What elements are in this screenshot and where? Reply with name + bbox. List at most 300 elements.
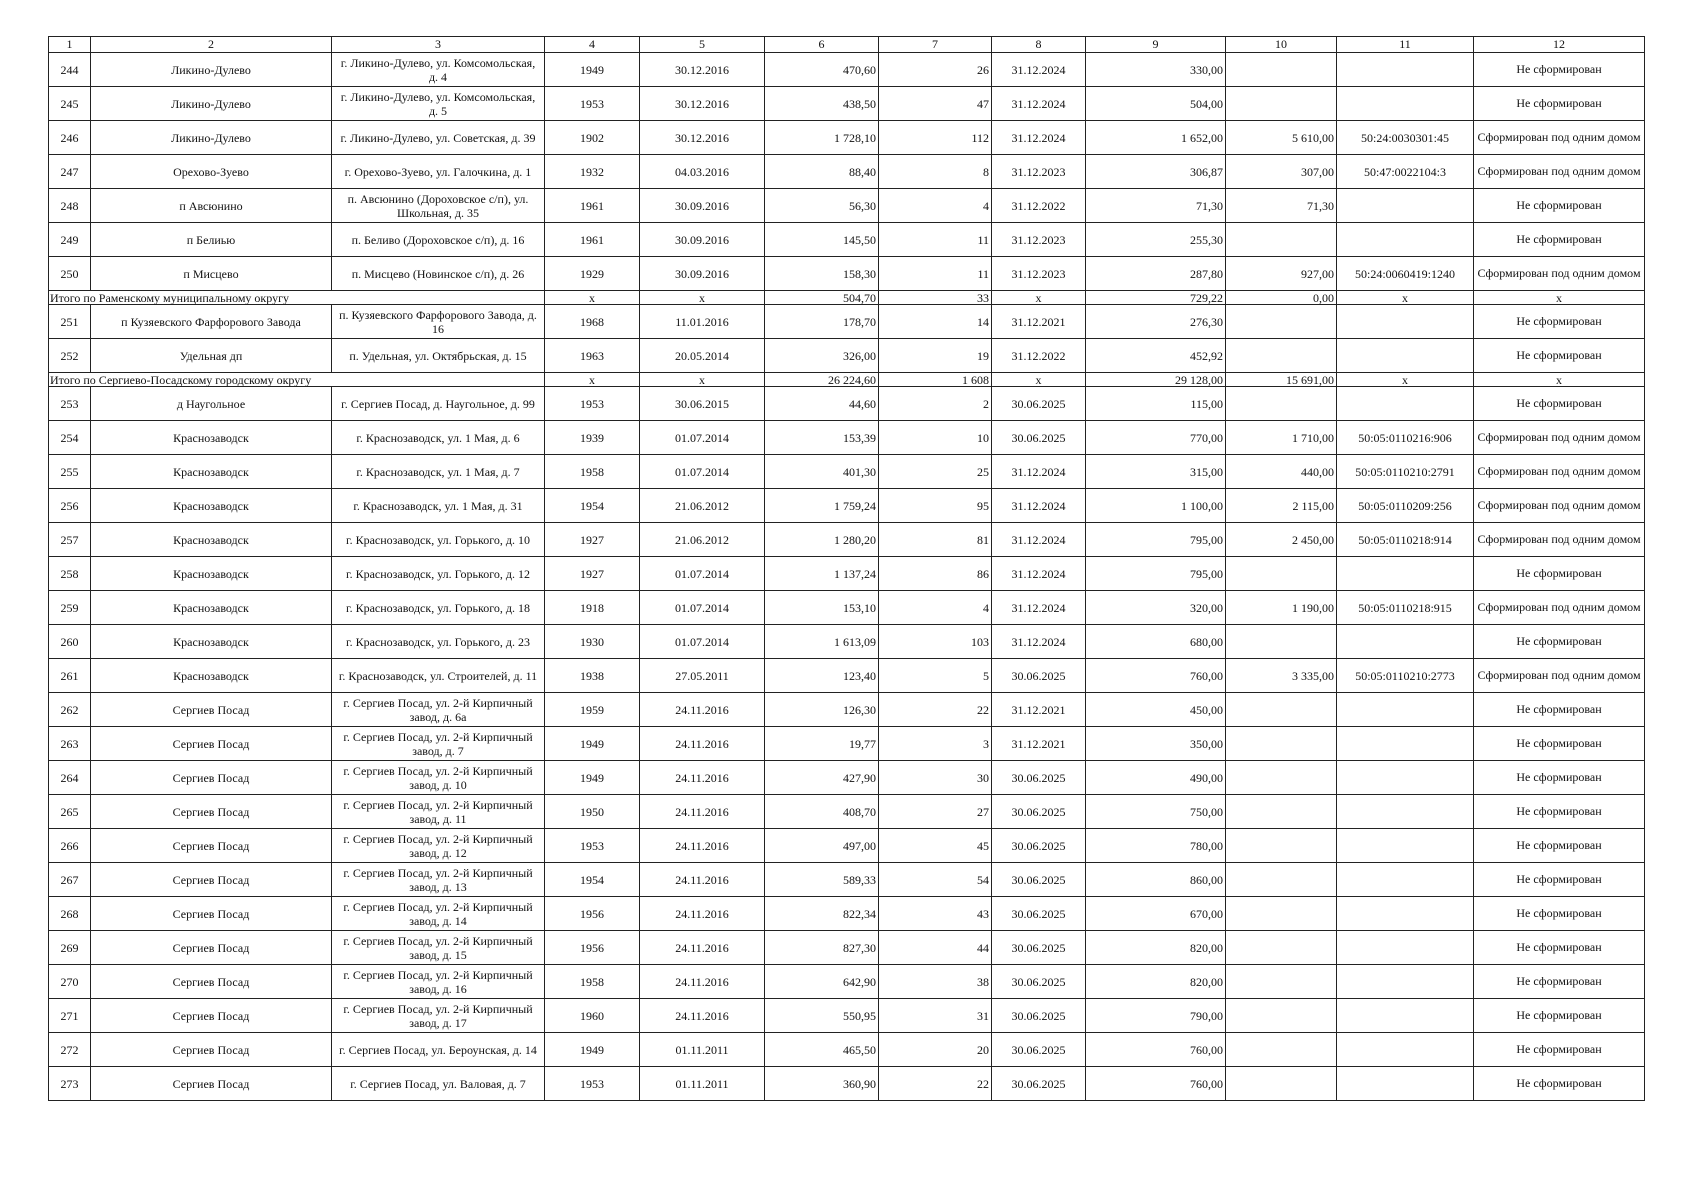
area: 360,90 [765, 1067, 879, 1101]
settlement-name: Сергиев Посад [91, 863, 332, 897]
resettlement-deadline: 31.12.2023 [992, 155, 1086, 189]
resettlement-deadline: 30.06.2025 [992, 829, 1086, 863]
recognition-date: 21.06.2012 [640, 489, 765, 523]
recognition-date: 24.11.2016 [640, 931, 765, 965]
resettlement-deadline: 30.06.2025 [992, 897, 1086, 931]
address: г. Сергиев Посад, ул. 2-й Кирпичный завод, д. 7 [332, 727, 545, 761]
address: г. Сергиев Посад, ул. 2-й Кирпичный завод, д. 6а [332, 693, 545, 727]
build-year: 1927 [545, 523, 640, 557]
area: 550,95 [765, 999, 879, 1033]
area: 401,30 [765, 455, 879, 489]
settlement-name: Сергиев Посад [91, 829, 332, 863]
build-year: 1958 [545, 455, 640, 489]
recognition-date: 30.09.2016 [640, 223, 765, 257]
total-column-10: 15 691,00 [1226, 373, 1337, 387]
settlement-name: Ликино-Дулево [91, 53, 332, 87]
row-number: 264 [49, 761, 91, 795]
column-10-value [1226, 53, 1337, 87]
build-year: 1968 [545, 305, 640, 339]
column-number: 6 [765, 37, 879, 53]
address: г. Краснозаводск, ул. Строителей, д. 11 [332, 659, 545, 693]
residents-count: 3 [879, 727, 992, 761]
table-row [49, 523, 1645, 557]
table-row [49, 625, 1645, 659]
settlement-name: д Наугольное [91, 387, 332, 421]
row-number: 262 [49, 693, 91, 727]
residents-count: 8 [879, 155, 992, 189]
recognition-date: 24.11.2016 [640, 761, 765, 795]
table-row [49, 155, 1645, 189]
resettlement-deadline: 31.12.2023 [992, 257, 1086, 291]
total-column-9: 29 128,00 [1086, 373, 1226, 387]
settlement-name: Ликино-Дулево [91, 121, 332, 155]
build-year: 1954 [545, 489, 640, 523]
table-row [49, 659, 1645, 693]
residents-count: 20 [879, 1033, 992, 1067]
column-9-value: 71,30 [1086, 189, 1226, 223]
resettlement-deadline: 31.12.2023 [992, 223, 1086, 257]
resettlement-deadline: 31.12.2021 [992, 305, 1086, 339]
total-year: x [545, 373, 640, 387]
area: 1 280,20 [765, 523, 879, 557]
residents-count: 14 [879, 305, 992, 339]
resettlement-deadline: 31.12.2024 [992, 121, 1086, 155]
land-plot-status: Не сформирован [1474, 1067, 1645, 1101]
address: г. Краснозаводск, ул. 1 Мая, д. 7 [332, 455, 545, 489]
column-10-value [1226, 87, 1337, 121]
column-9-value: 780,00 [1086, 829, 1226, 863]
build-year: 1959 [545, 693, 640, 727]
settlement-name: Сергиев Посад [91, 761, 332, 795]
total-deadline: x [992, 291, 1086, 305]
cadastral-number [1337, 339, 1474, 373]
settlement-name: Сергиев Посад [91, 999, 332, 1033]
row-number: 246 [49, 121, 91, 155]
land-plot-status: Сформирован под одним домом [1474, 121, 1645, 155]
settlement-name: п Мисцево [91, 257, 332, 291]
cadastral-number [1337, 1067, 1474, 1101]
settlement-name: Краснозаводск [91, 591, 332, 625]
cadastral-number [1337, 965, 1474, 999]
address: г. Сергиев Посад, ул. 2-й Кирпичный завод, д. 16 [332, 965, 545, 999]
column-9-value: 760,00 [1086, 659, 1226, 693]
land-plot-status: Не сформирован [1474, 189, 1645, 223]
residents-count: 81 [879, 523, 992, 557]
cadastral-number [1337, 1033, 1474, 1067]
column-number: 9 [1086, 37, 1226, 53]
total-column-10: 0,00 [1226, 291, 1337, 305]
recognition-date: 24.11.2016 [640, 999, 765, 1033]
build-year: 1918 [545, 591, 640, 625]
table-row [49, 121, 1645, 155]
column-9-value: 820,00 [1086, 931, 1226, 965]
land-plot-status: Сформирован под одним домом [1474, 421, 1645, 455]
address: г. Краснозаводск, ул. Горького, д. 18 [332, 591, 545, 625]
settlement-name: Краснозаводск [91, 557, 332, 591]
table-row [49, 761, 1645, 795]
recognition-date: 30.12.2016 [640, 53, 765, 87]
cadastral-number [1337, 557, 1474, 591]
address: г. Краснозаводск, ул. 1 Мая, д. 6 [332, 421, 545, 455]
address: г. Краснозаводск, ул. Горького, д. 23 [332, 625, 545, 659]
row-number: 266 [49, 829, 91, 863]
area: 470,60 [765, 53, 879, 87]
column-9-value: 306,87 [1086, 155, 1226, 189]
column-10-value [1226, 727, 1337, 761]
resettlement-deadline: 30.06.2025 [992, 999, 1086, 1033]
build-year: 1956 [545, 931, 640, 965]
area: 1 137,24 [765, 557, 879, 591]
row-number: 255 [49, 455, 91, 489]
total-residents: 33 [879, 291, 992, 305]
table-row [49, 339, 1645, 373]
column-10-value: 71,30 [1226, 189, 1337, 223]
residents-count: 112 [879, 121, 992, 155]
settlement-name: Сергиев Посад [91, 693, 332, 727]
row-number: 273 [49, 1067, 91, 1101]
recognition-date: 30.06.2015 [640, 387, 765, 421]
column-9-value: 276,30 [1086, 305, 1226, 339]
column-number: 7 [879, 37, 992, 53]
area: 822,34 [765, 897, 879, 931]
residents-count: 25 [879, 455, 992, 489]
column-10-value [1226, 223, 1337, 257]
cadastral-number: 50:05:0110210:2773 [1337, 659, 1474, 693]
address: г. Сергиев Посад, ул. Валовая, д. 7 [332, 1067, 545, 1101]
column-10-value [1226, 829, 1337, 863]
build-year: 1954 [545, 863, 640, 897]
column-number: 4 [545, 37, 640, 53]
recognition-date: 24.11.2016 [640, 727, 765, 761]
column-10-value [1226, 693, 1337, 727]
resettlement-deadline: 31.12.2024 [992, 87, 1086, 121]
column-9-value: 670,00 [1086, 897, 1226, 931]
row-number: 244 [49, 53, 91, 87]
land-plot-status: Сформирован под одним домом [1474, 659, 1645, 693]
area: 438,50 [765, 87, 879, 121]
residents-count: 45 [879, 829, 992, 863]
land-plot-status: Не сформирован [1474, 87, 1645, 121]
land-plot-status: Не сформирован [1474, 223, 1645, 257]
column-number: 10 [1226, 37, 1337, 53]
settlement-name: Удельная дп [91, 339, 332, 373]
address: г. Орехово-Зуево, ул. Галочкина, д. 1 [332, 155, 545, 189]
area: 642,90 [765, 965, 879, 999]
recognition-date: 01.11.2011 [640, 1067, 765, 1101]
residents-count: 86 [879, 557, 992, 591]
address: г. Сергиев Посад, ул. 2-й Кирпичный завод, д. 15 [332, 931, 545, 965]
row-number: 265 [49, 795, 91, 829]
total-date: x [640, 373, 765, 387]
total-year: x [545, 291, 640, 305]
build-year: 1902 [545, 121, 640, 155]
build-year: 1950 [545, 795, 640, 829]
column-10-value: 2 450,00 [1226, 523, 1337, 557]
table-row [49, 421, 1645, 455]
column-number: 2 [91, 37, 332, 53]
total-status: x [1474, 373, 1645, 387]
address: п. Мисцево (Новинское с/п), д. 26 [332, 257, 545, 291]
land-plot-status: Не сформирован [1474, 761, 1645, 795]
recognition-date: 27.05.2011 [640, 659, 765, 693]
table-row [49, 189, 1645, 223]
residents-count: 44 [879, 931, 992, 965]
total-row [49, 291, 1645, 305]
recognition-date: 30.12.2016 [640, 87, 765, 121]
settlement-name: Сергиев Посад [91, 1067, 332, 1101]
cadastral-number [1337, 829, 1474, 863]
area: 123,40 [765, 659, 879, 693]
cadastral-number [1337, 727, 1474, 761]
row-number: 258 [49, 557, 91, 591]
residents-count: 2 [879, 387, 992, 421]
resettlement-deadline: 30.06.2025 [992, 931, 1086, 965]
column-9-value: 680,00 [1086, 625, 1226, 659]
row-number: 250 [49, 257, 91, 291]
row-number: 247 [49, 155, 91, 189]
address: г. Сергиев Посад, ул. 2-й Кирпичный завод, д. 10 [332, 761, 545, 795]
build-year: 1949 [545, 1033, 640, 1067]
table-row [49, 305, 1645, 339]
resettlement-deadline: 31.12.2021 [992, 727, 1086, 761]
column-9-value: 795,00 [1086, 523, 1226, 557]
address: г. Краснозаводск, ул. 1 Мая, д. 31 [332, 489, 545, 523]
row-number: 272 [49, 1033, 91, 1067]
column-number: 11 [1337, 37, 1474, 53]
column-10-value [1226, 897, 1337, 931]
residents-count: 95 [879, 489, 992, 523]
area: 178,70 [765, 305, 879, 339]
column-9-value: 320,00 [1086, 591, 1226, 625]
land-plot-status: Не сформирован [1474, 557, 1645, 591]
table-row [49, 87, 1645, 121]
cadastral-number [1337, 931, 1474, 965]
build-year: 1949 [545, 53, 640, 87]
column-10-value [1226, 931, 1337, 965]
total-date: x [640, 291, 765, 305]
total-area: 504,70 [765, 291, 879, 305]
address: г. Краснозаводск, ул. Горького, д. 10 [332, 523, 545, 557]
cadastral-number [1337, 87, 1474, 121]
document-page [48, 36, 1644, 1101]
column-9-value: 115,00 [1086, 387, 1226, 421]
cadastral-number: 50:05:0110216:906 [1337, 421, 1474, 455]
recognition-date: 21.06.2012 [640, 523, 765, 557]
recognition-date: 01.07.2014 [640, 421, 765, 455]
residents-count: 54 [879, 863, 992, 897]
resettlement-deadline: 30.06.2025 [992, 863, 1086, 897]
land-plot-status: Сформирован под одним домом [1474, 455, 1645, 489]
residents-count: 4 [879, 591, 992, 625]
residents-count: 22 [879, 1067, 992, 1101]
column-10-value: 440,00 [1226, 455, 1337, 489]
row-number: 253 [49, 387, 91, 421]
column-9-value: 795,00 [1086, 557, 1226, 591]
address: г. Ликино-Дулево, ул. Советская, д. 39 [332, 121, 545, 155]
cadastral-number [1337, 999, 1474, 1033]
column-10-value [1226, 999, 1337, 1033]
address: г. Ликино-Дулево, ул. Комсомольская, д. 5 [332, 87, 545, 121]
table-row [49, 829, 1645, 863]
resettlement-deadline: 31.12.2024 [992, 489, 1086, 523]
row-number: 271 [49, 999, 91, 1033]
resettlement-deadline: 30.06.2025 [992, 1033, 1086, 1067]
land-plot-status: Не сформирован [1474, 999, 1645, 1033]
land-plot-status: Сформирован под одним домом [1474, 591, 1645, 625]
column-10-value [1226, 795, 1337, 829]
cadastral-number [1337, 897, 1474, 931]
settlement-name: Краснозаводск [91, 421, 332, 455]
table-row [49, 897, 1645, 931]
area: 56,30 [765, 189, 879, 223]
build-year: 1930 [545, 625, 640, 659]
column-10-value [1226, 305, 1337, 339]
column-9-value: 860,00 [1086, 863, 1226, 897]
resettlement-deadline: 31.12.2024 [992, 455, 1086, 489]
land-plot-status: Не сформирован [1474, 795, 1645, 829]
cadastral-number [1337, 693, 1474, 727]
row-number: 252 [49, 339, 91, 373]
area: 88,40 [765, 155, 879, 189]
total-row [49, 373, 1645, 387]
column-10-value [1226, 1033, 1337, 1067]
recognition-date: 24.11.2016 [640, 693, 765, 727]
recognition-date: 01.07.2014 [640, 625, 765, 659]
table-row [49, 257, 1645, 291]
column-10-value [1226, 387, 1337, 421]
settlement-name: Ликино-Дулево [91, 87, 332, 121]
settlement-name: Сергиев Посад [91, 1033, 332, 1067]
column-10-value: 927,00 [1226, 257, 1337, 291]
column-9-value: 450,00 [1086, 693, 1226, 727]
settlement-name: п Белиью [91, 223, 332, 257]
column-9-value: 287,80 [1086, 257, 1226, 291]
settlement-name: Краснозаводск [91, 489, 332, 523]
table-row [49, 591, 1645, 625]
land-plot-status: Сформирован под одним домом [1474, 489, 1645, 523]
build-year: 1938 [545, 659, 640, 693]
land-plot-status: Не сформирован [1474, 965, 1645, 999]
table-row [49, 727, 1645, 761]
resettlement-deadline: 30.06.2025 [992, 421, 1086, 455]
cadastral-number: 50:47:0022104:3 [1337, 155, 1474, 189]
recognition-date: 24.11.2016 [640, 829, 765, 863]
row-number: 268 [49, 897, 91, 931]
column-number: 12 [1474, 37, 1645, 53]
total-residents: 1 608 [879, 373, 992, 387]
total-cadastral: x [1337, 291, 1474, 305]
recognition-date: 01.07.2014 [640, 557, 765, 591]
build-year: 1953 [545, 87, 640, 121]
area: 326,00 [765, 339, 879, 373]
address: г. Сергиев Посад, ул. 2-й Кирпичный завод, д. 14 [332, 897, 545, 931]
total-label: Итого по Сергиево-Посадскому городскому округу [49, 373, 545, 387]
build-year: 1956 [545, 897, 640, 931]
row-number: 249 [49, 223, 91, 257]
land-plot-status: Не сформирован [1474, 931, 1645, 965]
land-plot-status: Не сформирован [1474, 1033, 1645, 1067]
column-10-value [1226, 863, 1337, 897]
recognition-date: 01.11.2011 [640, 1033, 765, 1067]
cadastral-number [1337, 863, 1474, 897]
land-plot-status: Не сформирован [1474, 863, 1645, 897]
residents-count: 11 [879, 257, 992, 291]
residents-count: 31 [879, 999, 992, 1033]
cadastral-number: 50:24:0030301:45 [1337, 121, 1474, 155]
column-10-value [1226, 1067, 1337, 1101]
land-plot-status: Не сформирован [1474, 829, 1645, 863]
cadastral-number: 50:05:0110209:256 [1337, 489, 1474, 523]
column-number: 5 [640, 37, 765, 53]
build-year: 1953 [545, 829, 640, 863]
area: 427,90 [765, 761, 879, 795]
settlement-name: п Авсюнино [91, 189, 332, 223]
resettlement-deadline: 30.06.2025 [992, 659, 1086, 693]
build-year: 1960 [545, 999, 640, 1033]
table-row [49, 693, 1645, 727]
column-9-value: 255,30 [1086, 223, 1226, 257]
resettlement-deadline: 31.12.2024 [992, 557, 1086, 591]
column-9-value: 790,00 [1086, 999, 1226, 1033]
area: 827,30 [765, 931, 879, 965]
row-number: 263 [49, 727, 91, 761]
residents-count: 22 [879, 693, 992, 727]
resettlement-deadline: 31.12.2024 [992, 625, 1086, 659]
column-number: 8 [992, 37, 1086, 53]
resettlement-deadline: 30.06.2025 [992, 387, 1086, 421]
table-row [49, 53, 1645, 87]
land-plot-status: Сформирован под одним домом [1474, 155, 1645, 189]
column-9-value: 452,92 [1086, 339, 1226, 373]
area: 589,33 [765, 863, 879, 897]
residents-count: 30 [879, 761, 992, 795]
build-year: 1953 [545, 387, 640, 421]
land-plot-status: Не сформирован [1474, 897, 1645, 931]
recognition-date: 30.09.2016 [640, 257, 765, 291]
resettlement-deadline: 30.06.2025 [992, 795, 1086, 829]
address: г. Сергиев Посад, ул. 2-й Кирпичный завод, д. 12 [332, 829, 545, 863]
build-year: 1953 [545, 1067, 640, 1101]
residents-count: 26 [879, 53, 992, 87]
address: г. Сергиев Посад, ул. 2-й Кирпичный завод, д. 11 [332, 795, 545, 829]
recognition-date: 04.03.2016 [640, 155, 765, 189]
total-label: Итого по Раменскому муниципальному округу [49, 291, 545, 305]
recognition-date: 24.11.2016 [640, 965, 765, 999]
settlement-name: Орехово-Зуево [91, 155, 332, 189]
address: г. Сергиев Посад, д. Наугольное, д. 99 [332, 387, 545, 421]
residents-count: 4 [879, 189, 992, 223]
build-year: 1932 [545, 155, 640, 189]
address: п. Кузяевского Фарфорового Завода, д. 16 [332, 305, 545, 339]
build-year: 1939 [545, 421, 640, 455]
column-9-value: 1 652,00 [1086, 121, 1226, 155]
column-10-value [1226, 339, 1337, 373]
recognition-date: 01.07.2014 [640, 591, 765, 625]
area: 158,30 [765, 257, 879, 291]
address: г. Краснозаводск, ул. Горького, д. 12 [332, 557, 545, 591]
column-9-value: 820,00 [1086, 965, 1226, 999]
settlement-name: Краснозаводск [91, 455, 332, 489]
cadastral-number [1337, 53, 1474, 87]
table-row [49, 795, 1645, 829]
column-10-value [1226, 557, 1337, 591]
column-10-value: 5 610,00 [1226, 121, 1337, 155]
total-column-9: 729,22 [1086, 291, 1226, 305]
column-10-value: 1 190,00 [1226, 591, 1337, 625]
cadastral-number: 50:05:0110210:2791 [1337, 455, 1474, 489]
area: 19,77 [765, 727, 879, 761]
table-row [49, 1033, 1645, 1067]
